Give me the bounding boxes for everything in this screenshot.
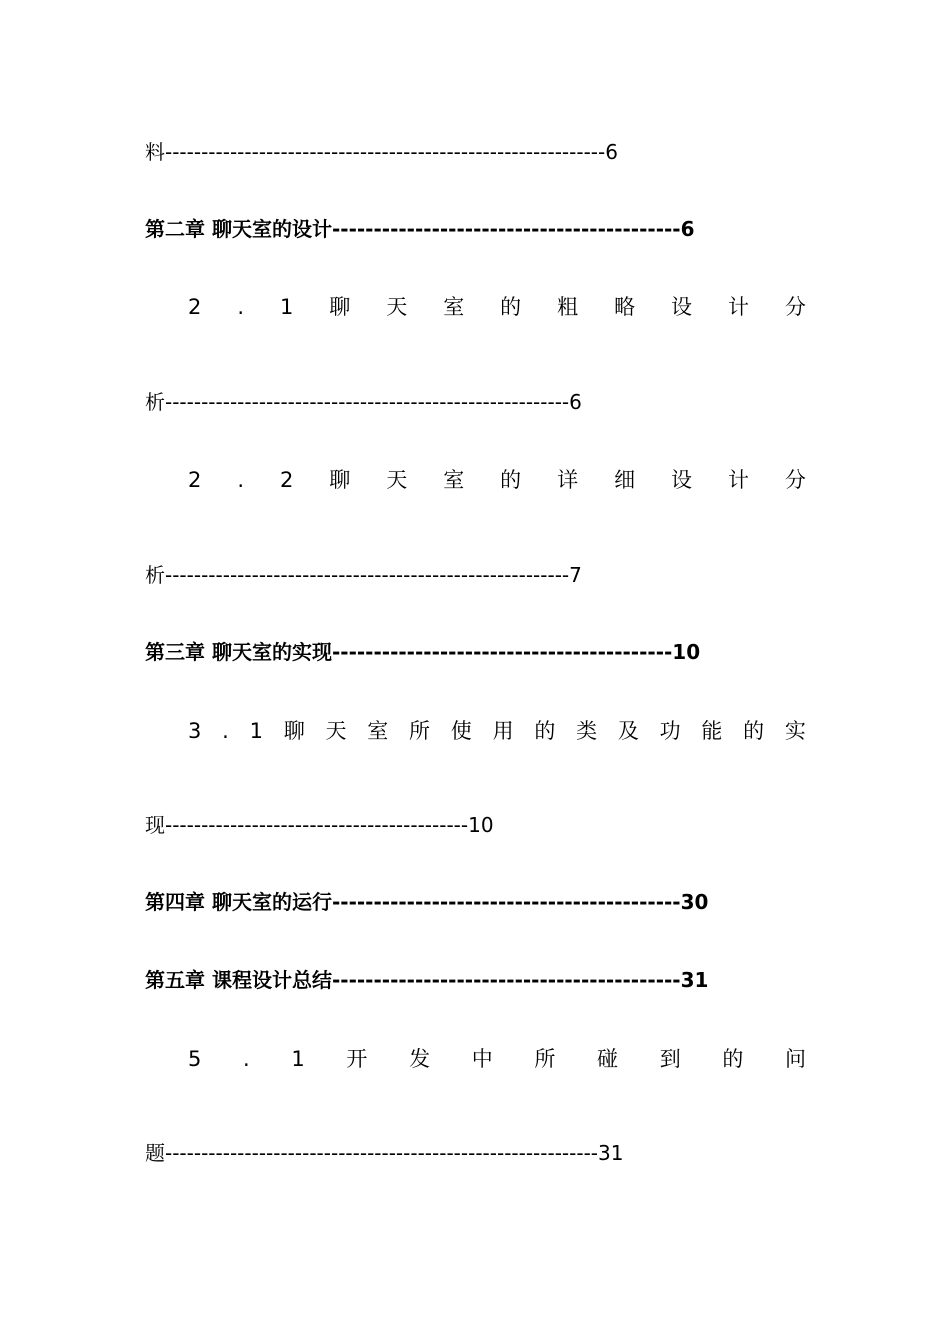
toc-section-3-1-char: 室	[367, 719, 389, 743]
toc-section-2-1-char: 2	[188, 295, 202, 319]
toc-section-3-1-char: 天	[325, 719, 347, 743]
toc-section-2-2-char: 的	[500, 468, 522, 492]
toc-section-2-1-char: .	[237, 295, 245, 319]
toc-section-5-1-char: 到	[659, 1047, 681, 1071]
toc-section-2-2-char: 2	[279, 468, 294, 492]
toc-section-5-1-char: 所	[534, 1047, 556, 1071]
toc-section-3-1-char: 3	[188, 719, 202, 743]
toc-section-2-2-char: 计	[727, 468, 749, 492]
toc-section-2-1-char: 的	[500, 295, 522, 319]
toc-section-2-2-char: 细	[614, 468, 636, 492]
toc-section-2-2-char: 2	[188, 468, 202, 492]
toc-section-2-1-continued: 析--------------------------------------------------------6	[145, 390, 582, 414]
toc-section-3-1-char: 功	[659, 719, 681, 743]
toc-section-2-2-char: .	[237, 468, 245, 492]
toc-section-2-1-char: 聊	[329, 295, 351, 319]
toc-section-3-1-char: 所	[409, 719, 431, 743]
toc-section-5-1-char: 1	[291, 1047, 305, 1071]
toc-section-3-1	[188, 718, 806, 744]
toc-chapter-4: 第四章 聊天室的运行------------------------------------------30	[145, 890, 709, 914]
toc-section-2-1-char: 计	[727, 295, 749, 319]
toc-section-3-1-char: 1	[249, 719, 263, 743]
toc-section-5-1-char: 开	[346, 1047, 368, 1071]
toc-section-2-2	[188, 467, 806, 493]
toc-section-3-1-char: 使	[450, 719, 472, 743]
toc-section-5-1-continued: 题------------------------------------------------------------31	[145, 1141, 624, 1165]
toc-section-2-1-char: 天	[386, 295, 408, 319]
toc-section-3-1-continued: 现------------------------------------------10	[145, 813, 494, 837]
toc-section-5-1-char: 发	[409, 1047, 431, 1071]
toc-section-3-1-char: 能	[701, 719, 723, 743]
toc-section-5-1	[188, 1046, 806, 1072]
toc-section-2-2-char: 设	[671, 468, 693, 492]
toc-section-2-2-char: 室	[443, 468, 465, 492]
toc-section-2-2-continued: 析--------------------------------------------------------7	[145, 563, 582, 587]
toc-section-5-1-char: 的	[722, 1047, 744, 1071]
toc-section-5-1-char: 问	[785, 1047, 806, 1071]
toc-section-3-1-char: 及	[617, 719, 639, 743]
toc-section-5-1-char: 5	[188, 1047, 202, 1071]
toc-chapter-3: 第三章 聊天室的实现-----------------------------------------10	[145, 640, 701, 664]
toc-section-3-1-char: .	[222, 719, 229, 743]
toc-section-2-2-char: 详	[557, 468, 579, 492]
toc-section-5-1-char: 碰	[597, 1047, 619, 1071]
toc-section-3-1-char: 类	[576, 719, 598, 743]
toc-entry-1-4-continued: 料-------------------------------------------------------------6	[145, 140, 618, 164]
toc-section-2-2-char: 分	[784, 468, 806, 492]
toc-section-2-1-char: 1	[279, 295, 294, 319]
toc-chapter-5: 第五章 课程设计总结------------------------------------------31	[145, 968, 709, 992]
toc-chapter-2: 第二章 聊天室的设计------------------------------------------6	[145, 217, 695, 241]
toc-section-3-1-char: 的	[534, 719, 556, 743]
toc-section-3-1-char: 实	[784, 719, 806, 743]
toc-section-2-1-char: 略	[614, 295, 636, 319]
toc-section-3-1-char: 用	[492, 719, 514, 743]
toc-section-2-2-char: 天	[386, 468, 408, 492]
toc-section-2-2-char: 聊	[329, 468, 351, 492]
toc-section-3-1-char: 的	[743, 719, 765, 743]
toc-section-2-1	[188, 294, 806, 320]
toc-section-5-1-char: 中	[471, 1047, 493, 1071]
toc-section-2-1-char: 室	[443, 295, 465, 319]
toc-section-3-1-char: 聊	[283, 719, 305, 743]
toc-section-2-1-char: 分	[784, 295, 806, 319]
toc-section-2-1-char: 粗	[557, 295, 579, 319]
toc-section-5-1-char: .	[243, 1047, 250, 1071]
toc-section-2-1-char: 设	[671, 295, 693, 319]
